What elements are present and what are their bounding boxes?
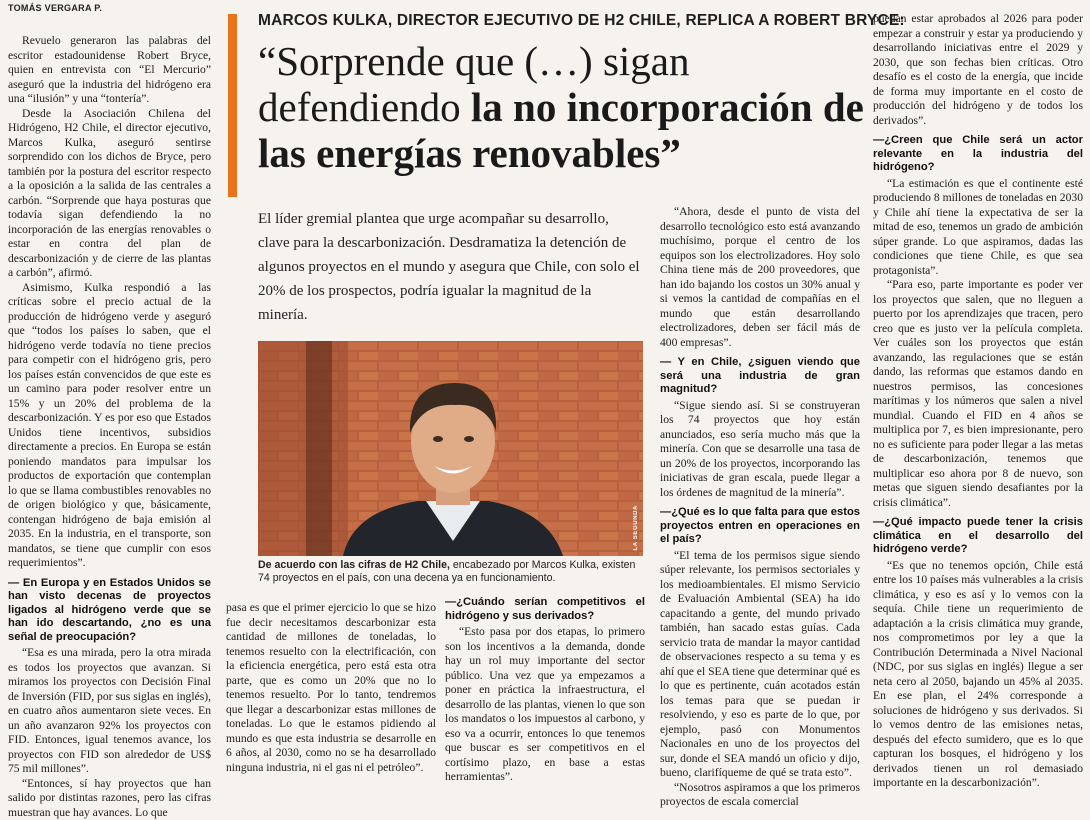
question: —¿Qué es lo que falta para que estos proyectos entren en operaciones en el país? xyxy=(660,506,860,547)
question: —¿Cuándo serían competitivos el hidrógeno y sus derivados? xyxy=(445,596,645,623)
paragraph: “Ahora, desde el punto de vista del desarrollo tecnológico esto está avanzando muchísimo, porque el centro de los equipos son los electrolizadores. Hoy solo China tiene más de 200 proveedores, que han ido bajando los costos un 30% anual y si vemos la cantidad de compañías en el mundo que están desarrollando electrolizadores, deben ser fácil más de 400 empresas”. xyxy=(660,205,860,350)
paragraph: Desde la Asociación Chilena del Hidrógeno, H2 Chile, el director ejecutivo, Marcos Kulka, aseguró sentirse sorprendido con los dichos de Bryce, pero también por la postura del escritor respecto a la oposición a la salida de las centrales a carbón. “Sorprende que haya posturas que todavía sigan defendiendo la no incorporación de las energías renovables o estar en contra del plan de descarbonización y de cierre de las plantas a carbón”, afirmó. xyxy=(8,107,211,281)
paragraph: puedan estar aprobados al 2026 para poder empezar a construir y estar ya produciendo y desarrollando iniciativas entre el 2029 y 2030, que son fechas bien críticas. Otro desafío es el costo de la energía, que incide de forma muy importante en el costo de producción del hidrógeno y de todos los derivados”. xyxy=(873,12,1083,128)
paragraph: “Sigue siendo así. Si se construyeran los 74 proyectos que hoy están anunciados, eso sería mucho más que la minería. Con que se desarrolle una tasa de un 20% de los proyectos, incorporando las iniciativas de gran escala, puede llegar a los órdenes de magnitud de la minería”. xyxy=(660,399,860,501)
headline xyxy=(258,38,870,176)
paragraph: “El tema de los permisos sigue siendo súper relevante, los permisos sectoriales y los medioambientales. El mismo Servicio de Evaluación Ambiental (SEA) ha ido capacitando a gente, del mundo privado también, han sacado estas guías. Cada servicio trata de mandar la mayor cantidad de observaciones respecto a su tema y es ahí que el SEA tiene que determinar qué es lo que es pertinente, cuán acotados están los temas para que se puedan ir resolviendo, y eso es parte de lo que, por ejemplo, pasó con Monumentos Nacionales en uno de los proyectos del sur, donde el SEA mandó un oficio y dijo, bueno, clarifíqueme de qué se trata esto”. xyxy=(660,549,860,781)
paragraph: Revuelo generaron las palabras del escritor estadounidense Robert Bryce, quien en entrevista con “El Mercurio” aseguró que la industria del hidrógeno era una “ilusión” y una “tontería”. xyxy=(8,34,211,107)
headline-bold: la no incorporación de las energías renovables” xyxy=(258,84,864,176)
caption-text: encabezado por Marcos Kulka, existen 74 proyectos en el país, con una decena ya en funcionamiento. xyxy=(258,559,635,584)
photo-caption xyxy=(258,559,644,585)
paragraph: “Es que no tenemos opción, Chile está entre los 10 países más vulnerables a la crisis climática, y eso es así y lo vemos con la sequía. Chile tiene un requerimiento de adaptación a la crisis climática muy grande, nos comprometimos por ley a que la Contribución Determinada a Nivel Nacional (NDC, por sus siglas en inglés) llegue a ser neta cero al 2050, bajando un 45% al 2035. En ese plan, el 24% corresponde a soluciones de hidrógeno y sus derivados. Si lo vemos dentro de las emisiones netas, después del efecto sumidero, que es lo que capturan los bosques, el hidrógeno y los derivados tienen un rol demasiado importante en la descarbonización”. xyxy=(873,559,1083,791)
paragraph: Asimismo, Kulka respondió a las críticas sobre el precio actual de la producción de hidrógeno verde y aseguró que “todos los países lo saben, que el hidrógeno verde todavía no tiene precios para competir con el hidrógeno gris, pero los países están convencidos de que este es un camino para poder resolver entre un 15% y un 20% del problema de la descarbonización. Y es por eso que Estados Unidos tiene incentivos, subsidios directamente a precios. En Europa se están poniendo mandatos para impulsar los productos de exportación que contemplan lo que se llama combustibles renovables no de origen biológico y que, básicamente, contengan hidrógeno de baja emisión al 2035. En la industria, en el transporte, son mandatos, se tiene que cumplir con esos requerimientos”. xyxy=(8,281,211,571)
column-2 xyxy=(226,601,436,775)
paragraph: “Nosotros aspiramos a que los primeros proyectos de escala comercial xyxy=(660,781,860,810)
deck: El líder gremial plantea que urge acompañar su desarrollo, clave para la descarbonización. Desdramatiza la detención de algunos proyectos en el mundo y asegura que Chile, con solo el 20% de los prospectos, podría igualar la magnitud de la minería. xyxy=(258,207,642,327)
paragraph: “Esto pasa por dos etapas, lo primero son los incentivos a la demanda, donde hay un rol muy importante del sector público. Una vez que ya empezamos a poner en práctica la infraestructura, el desarrollo de las plantas, vienen lo que son los mandatos o los impuestos al carbono, y eso va a ocurrir, entonces lo que tenemos que buscar es ser competitivos en el cortísimo plazo, en base a estas herramientas”. xyxy=(445,625,645,785)
accent-bar xyxy=(228,14,237,197)
portrait-photo xyxy=(258,341,643,556)
paragraph: “Entonces, sí hay proyectos que han salido por distintas razones, pero las cifras muestran que hay avances. Lo que xyxy=(8,777,211,820)
column-1 xyxy=(8,34,211,774)
portrait-illustration xyxy=(258,341,643,556)
kicker: MARCOS KULKA, DIRECTOR EJECUTIVO DE H2 CHILE, REPLICA A ROBERT BRYCE: xyxy=(258,12,868,30)
photo-credit: LA SEGUNDA xyxy=(633,505,639,550)
paragraph: “La estimación es que el continente esté produciendo 8 millones de toneladas en 2030 y Chile ahí tiene la expectativa de ser la mitad de eso, tenemos un grado de ambición súper grande. Lo que aspiramos, dadas las condiciones que tiene Chile, es que sea protagonista”. xyxy=(873,177,1083,279)
caption-lead: De acuerdo con las cifras de H2 Chile, xyxy=(258,559,450,571)
question: —¿Creen que Chile será un actor relevante en la industria del hidrógeno? xyxy=(873,134,1083,175)
question: — En Europa y en Estados Unidos se han visto decenas de proyectos ligados al hidrógeno verde que se han ido descartando, ¿no es una señal de preocupación? xyxy=(8,577,211,645)
paragraph: “Para eso, parte importante es poder ver los proyectos que salen, que no lleguen a puerto por los aprendizajes que tracen, pero creo que es justo ver la película completa. Ver cuáles son los proyectos que están avanzando, las regulaciones que se están dando, las reformas que estamos dando en nuestros permisos, las concesiones marítimas y los números que salen a nivel mundial. Cuando el FID en 4 años se multiplica por 7, es bien impresionante, pero no es suficiente para poder llegar a las metas de descarbonización, tenemos que multiplicar eso ahora por 8 de nuevo, son metas que siguen siendo desafiantes por la crisis climática”. xyxy=(873,278,1083,510)
paragraph: pasa es que el primer ejercicio lo que se hizo fue decir necesitamos descarbonizar esta cantidad de millones de toneladas, lo tenemos resuelto con la electrificación, con la eficiencia energética, pero está esta otra parte, que es como un 20% que no lo tenemos resuelto. Por lo tanto, tendremos que llegar a descarbonizar estas millones de toneladas. Lo que le estamos pidiendo al mundo es que esta industria se desarrolle en 6 años, al 2030, como no se ha desarrollado ninguna industria, ni el gas ni el petróleo”. xyxy=(226,601,436,775)
byline: TOMÁS VERGARA P. xyxy=(8,3,102,13)
question: — Y en Chile, ¿siguen viendo que será una industria de gran magnitud? xyxy=(660,356,860,397)
paragraph: “Esa es una mirada, pero la otra mirada es todos los proyectos que avanzan. Si miramos los proyectos con Decisión Final de Inversión (FID, por sus siglas en inglés), en cuatro años aumentaron siete veces. En un año avanzaron 92% los proyectos con FID. Entonces, igual tenemos avance, los proyectos con FID son alrededor de US$ 75 mil millones”. xyxy=(8,646,211,777)
question: —¿Qué impacto puede tener la crisis climática en el desarrollo del hidrógeno verde? xyxy=(873,516,1083,557)
column-5 xyxy=(873,12,1083,775)
column-3 xyxy=(445,596,645,775)
column-4 xyxy=(660,205,860,775)
headline-light: “Sorprende que (…) sigan defendiendo xyxy=(258,38,690,130)
